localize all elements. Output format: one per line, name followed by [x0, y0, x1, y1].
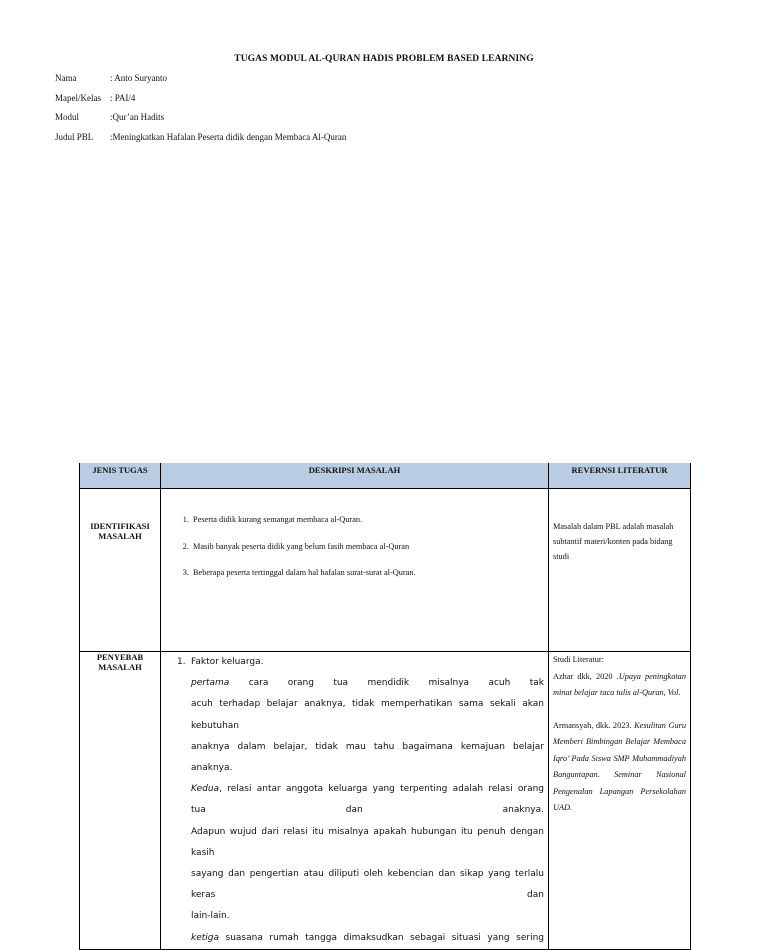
header-referensi: REVERNSI LITERATUR [549, 463, 691, 489]
text-line: acuh terhadap belajar anaknya, tidak memperhatikan sama sekali akan [191, 699, 544, 710]
text-line: tua dan anaknya. [191, 805, 544, 816]
row-label: IDENTIFIKASI MASALAH [90, 521, 150, 541]
list-item: 1. Peserta didik kurang semangat membaca al-Quran. [191, 515, 548, 525]
reference-item [553, 718, 686, 817]
text-run: suasana rumah tangga dimaksudkan sebagai situasi yang sering [219, 932, 544, 943]
text-run: , relasi antar anggota keluarga yang terpenting adalah relasi orang [219, 784, 544, 795]
table-row-identifikasi [80, 489, 691, 652]
header-jenis-tugas: JENIS TUGAS [80, 463, 161, 489]
meta-key: Nama [55, 73, 77, 83]
cell-description [161, 652, 549, 950]
table-row-penyebab [80, 652, 691, 950]
text-line [176, 673, 544, 694]
cell-label [80, 652, 161, 950]
list-item: 3. Beberapa peserta tertinggal dalam hal hafalan surat-surat al-Quran. [191, 568, 548, 578]
meta-value: : Anto Suryanto [110, 73, 168, 83]
reference-text: Masalah dalam PBL adalah masalah subtantif materi/konten pada bidang studi [553, 522, 674, 561]
cell-description [161, 489, 549, 652]
text-run: Azhar dkk, 2020 . [553, 671, 619, 681]
meta-key: Modul [55, 112, 80, 123]
reference-heading: Studi Literatur: [553, 655, 604, 664]
text-line: kebutuhan [191, 720, 240, 731]
text-line: keras dan [191, 890, 544, 901]
meta-value: :Qur’an Hadits [110, 112, 165, 123]
cause-heading: Faktor keluarga. [191, 657, 264, 667]
cell-reference [549, 489, 691, 652]
meta-row-mapel [55, 93, 346, 113]
text-line: sayang dan pengertian atau diliputi oleh kebencian dan sikap yang terlalu [191, 869, 544, 880]
emphasis: Kedua [191, 784, 220, 795]
document-meta [55, 73, 346, 152]
row-label: PENYEBAB MASALAH [96, 652, 144, 672]
text-line: lain-lain. [191, 911, 230, 922]
meta-row-judul [55, 132, 346, 152]
emphasis: Kesulitan Guru Memberi Bimbingan Belajar Membaca Iqro’ Pada Siswa SMP Muhammadiyah Banguntapan. Seminar Nasional Pengenalan Lapangan Persekolahan UAD. [553, 720, 687, 812]
reference-list [549, 652, 690, 817]
meta-row-nama [55, 73, 346, 93]
emphasis: pertama [191, 678, 230, 689]
meta-key: Judul PBL [55, 132, 94, 143]
document-title: TUGAS MODUL AL-QURAN HADIS PROBLEM BASED LEARNING [234, 54, 534, 64]
table-header-row [80, 463, 691, 489]
cell-reference [549, 652, 691, 950]
reference-item [553, 669, 686, 702]
list-number: 1. [177, 657, 186, 667]
text-line [176, 928, 544, 949]
text-line: kasih [191, 847, 215, 858]
text-run: cara orang tua mendidik misalnya acuh tak [229, 678, 544, 689]
meta-row-modul [55, 112, 346, 132]
emphasis: ketiga [191, 932, 220, 943]
text-line: anaknya dalam belajar, tidak mau tahu bagaimana kemajuan belajar [191, 741, 544, 752]
cell-label [80, 489, 161, 652]
text-line [176, 779, 544, 800]
text-run: Armansyah, dkk. 2023. [553, 720, 635, 730]
list-item: 2. Masih banyak peserta didik yang belum fasih membaca al-Quran [191, 542, 548, 552]
emphasis: Upaya peningkatan minat belajar taca tulis al-Quran, Vol. [553, 671, 686, 697]
cause-description [161, 652, 548, 949]
text-line: Adapun wujud dari relasi itu misalnya apakah hubungan itu penuh dengan [191, 826, 544, 837]
pbl-table [79, 463, 691, 950]
text-line: anaknya. [191, 763, 233, 774]
meta-value: :Meningkatkan Hafalan Peserta didik dengan Membaca Al-Quran [110, 132, 347, 143]
header-deskripsi: DESKRIPSI MASALAH [161, 463, 549, 489]
meta-value: : PAI/4 [110, 92, 136, 103]
meta-key: Mapel/Kelas [55, 92, 101, 103]
problem-list [161, 489, 548, 578]
